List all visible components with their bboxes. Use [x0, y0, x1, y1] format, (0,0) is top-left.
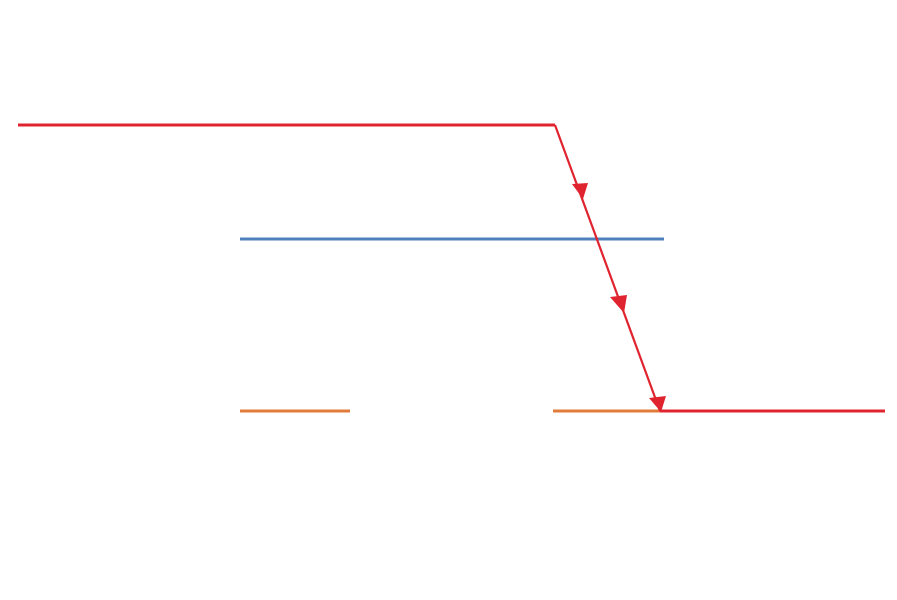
reduction-arrow-line	[555, 125, 660, 411]
arrowhead-1	[572, 183, 588, 199]
arrowhead-2	[610, 295, 627, 313]
